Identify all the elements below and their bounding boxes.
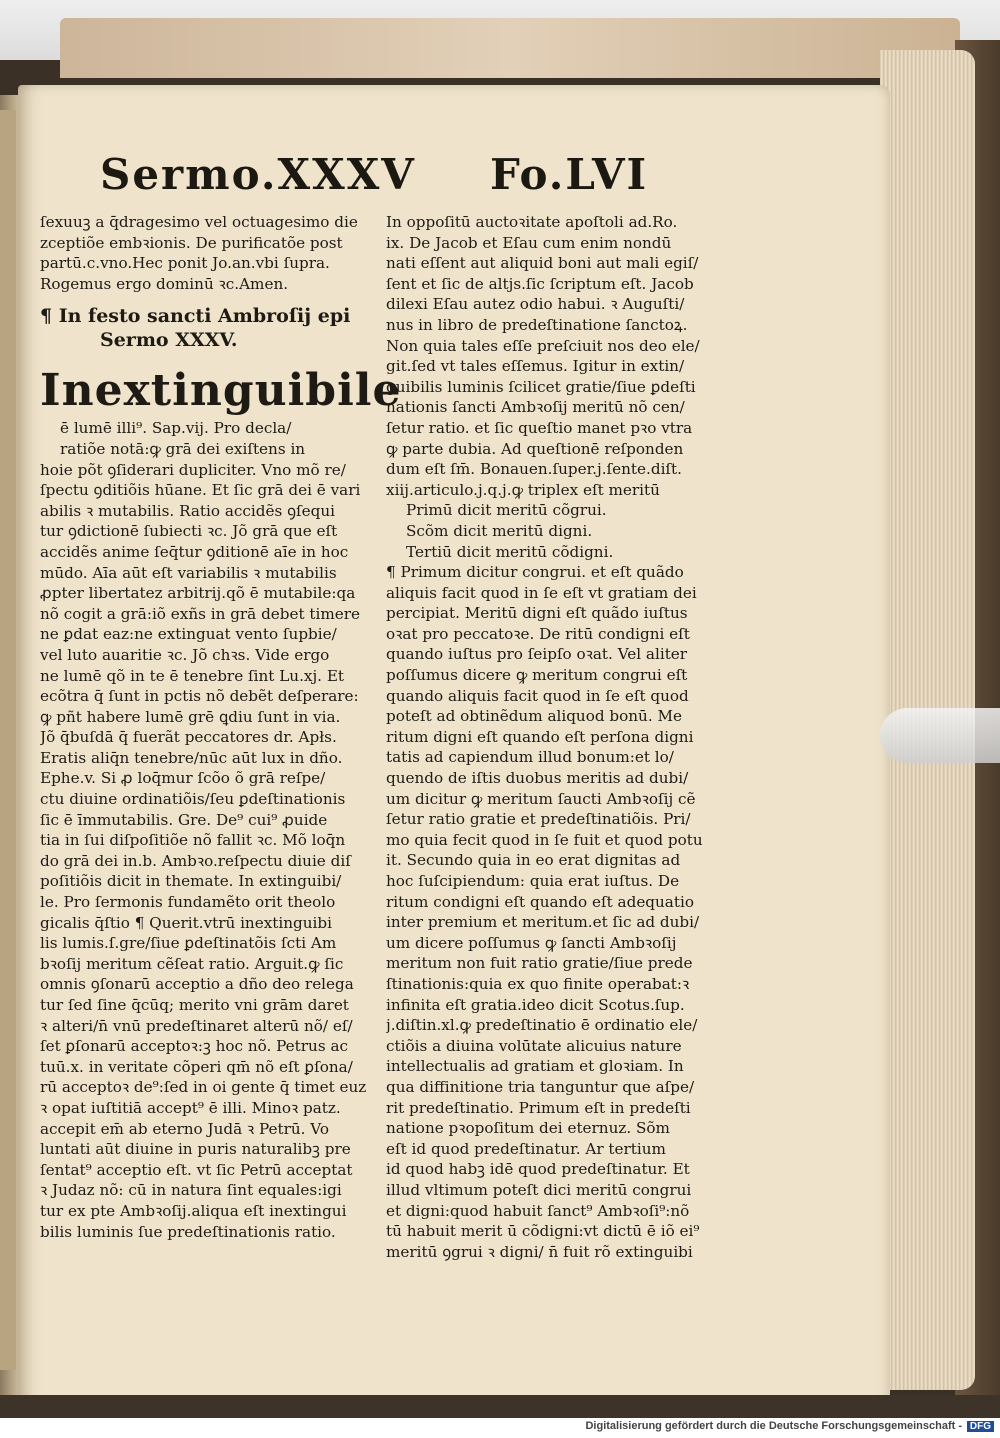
text-line: quando aliquis facit quod in ſe eſt quod	[386, 686, 689, 705]
text-line: nõ cogit a grā:iõ exñs in grā debet timere	[40, 604, 361, 623]
running-head	[100, 150, 660, 210]
text-line: rit predeſtinatio. Primum eſt in predeſti	[386, 1098, 691, 1117]
facing-page-strip	[0, 110, 16, 1370]
list-item: Scõm dicit meritū digni.	[406, 521, 593, 540]
running-head-folio: Fo.LVI	[490, 150, 649, 199]
text-line: ſetur ratio. et ſic queſtio manet pꝛo vtra	[386, 418, 693, 437]
text-line: eſt id quod predeſtinatur. Ar tertium	[386, 1139, 666, 1158]
text-line: ꝛ Judaz nõ: cū in natura ſint equales:igi	[40, 1181, 342, 1200]
list-item: Tertiū dicit meritū cõdigni.	[406, 542, 614, 561]
text-line: xiij.articulo.j.q.j.ꝙ triplex eſt meritū	[386, 480, 660, 499]
text-line: le. Pro ſermonis fundamẽto orit theolo	[40, 893, 336, 912]
text-line: oꝛat pro peccatoꝛe. De ritū condigni eſt	[386, 624, 690, 643]
text-line: ecõtra q̄ ſunt in pctis nõ debẽt deſperare:	[40, 687, 359, 706]
text-line: bꝛoſij meritum cẽſeat ratio. Arguit.ꝙ ſic	[40, 954, 344, 973]
text-line: poſitiõis dicit in themate. In extinguibi/	[40, 872, 342, 891]
text-line: it. Secundo quia in eo erat dignitas ad	[386, 851, 681, 870]
incipit: Inextinguibile	[40, 365, 402, 417]
text-line: zceptiõe embꝛionis. De purificatõe post	[40, 233, 343, 252]
text-line: ctiõis a diuina volūtate alicuius nature	[386, 1036, 682, 1055]
text-line: luntati aūt diuine in puris naturalibꝫ pre	[40, 1140, 351, 1159]
text-line: id quod habꝫ idē quod predeſtinatur. Et	[386, 1160, 690, 1179]
text-line: nus in libro de predeſtinatione ſanctoꝝ.	[386, 315, 688, 334]
text-line: intellectualis ad gratiam et gloꝛiam. In	[386, 1057, 684, 1076]
text-line: ritum condigni eſt quando eſt adequatio	[386, 892, 694, 911]
list-item: Primū dicit meritū cõgrui.	[406, 501, 607, 520]
text-line: accepit em̄ ab eterno Judā ꝛ Petrū. Vo	[40, 1119, 330, 1138]
book-top-edge	[60, 18, 960, 78]
text-line: Eratis aliq̄n tenebre/nūc aūt lux in dño.	[40, 748, 343, 767]
section-heading: ¶ In festo sancti Ambroſij epi	[40, 305, 351, 328]
text-line: tuū.x. in veritate cõperi qm̄ nõ eſt ꝑſona/	[40, 1057, 353, 1076]
text-line: omnis ꝯſonarū acceptio a dño deo relega	[40, 975, 354, 994]
text-line: In oppoſitū auctoꝛitate apoſtoli ad.Ro.	[386, 213, 678, 231]
text-line: aliquis facit quod in ſe eſt vt gratiam dei	[386, 583, 697, 602]
text-line: ſexuuꝫ a q̄dragesimo vel octuagesimo die	[40, 213, 358, 231]
text-line: percipiat. Meritū digni eſt quãdo iuſtus	[386, 604, 688, 623]
text-line: quando iuſtus pro ſeipſo oꝛat. Vel aliter	[386, 645, 688, 664]
text-line: tia in ſui diſpoſitiõe nõ fallit ꝛc. Mõ loq̄n	[40, 831, 346, 850]
text-line: ē lumē illi⁹. Sap.vij. Pro decla/	[60, 419, 292, 438]
text-line: hoc ſuſcipiendum: quia erat iuſtus. De	[386, 872, 680, 890]
text-line: mūdo. Aīa aūt eſt variabilis ꝛ mutabilis	[40, 563, 337, 582]
text-line: vel luto auaritie ꝛc. Jõ chꝛs. Vide ergo	[40, 645, 330, 664]
text-line: inter premium et meritum.et ſic ad dubi/	[386, 913, 700, 932]
text-line: quendo de iſtis duobus meritis ad dubi/	[386, 769, 689, 788]
text-line: tur ſed ſine q̄cūq; merito vni grām daret	[40, 996, 349, 1014]
text-line: ꝛ alteri/n̄ vnū predeſtinaret alterū nõ/ eſ/	[40, 1016, 353, 1035]
text-line: ſpectu ꝯditiõis hūane. Et ſic grā dei ē vari	[40, 481, 361, 500]
text-line: illud vltimum poteſt dici meritū congrui	[386, 1180, 692, 1199]
text-line: dilexi Eſau autez odio habui. ꝛ Auguſti/	[386, 295, 685, 314]
text-line: abilis ꝛ mutabilis. Ratio accidẽs ꝯſequi	[40, 501, 335, 520]
text-line: dum eſt ſm̄. Bonauen.ſuper.j.ſente.diſt.	[386, 460, 682, 479]
text-line: lis lumis.ſ.gre/ſiue ꝑdeſtinatõis ſcti Am	[40, 934, 337, 953]
text-line: Ephe.v. Si ꝓ loq̄mur ſcõo õ grā reſpe/	[40, 769, 326, 788]
text-line: ꝙ parte dubia. Ad queſtionē reſponden	[386, 439, 684, 458]
page-clip	[880, 708, 1000, 763]
text-line: mo quia fecit quod in ſe fuit et quod potu	[386, 830, 703, 849]
text-line: nationis ſancti Ambꝛoſij meritū nõ cen/	[386, 398, 685, 417]
text-line: ſetur ratio gratie et predeſtinatiõis. Pri/	[386, 810, 691, 829]
text-line: j.diſtin.xl.ꝙ predeſtinatio ē ordinatio ele/	[386, 1016, 698, 1035]
text-line: ctu diuine ordinatiõis/ſeu ꝑdeſtinationis	[40, 790, 346, 809]
text-line: accidẽs anime ſeq̄tur ꝯditionē aīe in hoc	[40, 542, 349, 561]
text-line: bilis luminis ſue predeſtinationis ratio.	[40, 1222, 336, 1241]
text-line: infinita eſt gratia.ideo dicit Scotus.ſup.	[386, 995, 685, 1014]
text-line: ſtinationis:quia ex quo finite operabat:ꝛ	[386, 974, 690, 993]
right-column	[386, 212, 716, 1262]
text-line: ꝙ pñt habere lumē grē ꝗdiu ſunt in via.	[40, 707, 341, 726]
text-line: ſent et ſic de altjs.ſic ſcriptum eſt. Jacob	[386, 274, 694, 293]
text-line: nati eſſent aut aliquid boni aut mali egiſ/	[386, 254, 699, 273]
text-line: et digni:quod habuit ſanct⁹ Ambꝛoſi⁹:nõ	[386, 1201, 690, 1220]
text-line: ne ꝑdat eaz:ne extinguat vento ſupbie/	[40, 625, 337, 644]
text-line: ix. De Jacob et Eſau cum enim nondū	[386, 233, 672, 252]
text-line: Jõ q̄buſdā q̄ fuerãt peccatores dr. Apłs.	[40, 728, 337, 747]
text-line: hoie põt ꝯſiderari dupliciter. Vno mõ re/	[40, 460, 346, 479]
text-line: ſic ē īmmutabilis. Gre. De⁹ cui⁹ ꝓuide	[40, 810, 328, 829]
text-line: ¶ Primum dicitur congrui. et eſt quãdo	[386, 563, 684, 582]
text-line: ſet ꝑſonarū acceptoꝛ:ꝫ hoc nõ. Petrus ac	[40, 1037, 349, 1056]
text-line: git.ſed vt tales eſſemus. Igitur in extin/	[386, 357, 685, 376]
text-line: Non quia tales eſſe preſciuit nos deo ele/	[386, 336, 700, 355]
text-line: natione pꝛopoſitum dei eternuz. Sõm	[386, 1119, 670, 1138]
text-line: tur ꝯdictionē ſubiecti ꝛc. Jõ grā que eſt	[40, 522, 338, 541]
text-line: Rogemus ergo dominū ꝛc.Amen.	[40, 274, 289, 293]
text-line: rū acceptoꝛ de⁹:ſed in oi gente q̄ timet euz	[40, 1078, 367, 1097]
text-line: do grā dei in.b. Ambꝛo.reſpectu diuie diſ	[40, 851, 351, 870]
text-line: poteſt ad obtinẽdum aliquod bonū. Me	[386, 707, 683, 726]
dfg-logo: DFG	[967, 1421, 994, 1432]
text-line: tatis ad capiendum illud bonum:et lo/	[386, 748, 674, 767]
section-heading: Sermo XXXV.	[100, 329, 238, 352]
text-line: ꝓpter libertatez arbitrij.qõ ē mutabile:qa	[40, 584, 356, 603]
text-line: ritum digni eſt quando eſt perſona digni	[386, 727, 694, 746]
text-line: um dicere poſſumus ꝙ ſancti Ambꝛoſij	[386, 933, 677, 952]
text-line: qua diffinitione tria tanguntur que aſpe/	[386, 1077, 695, 1096]
digitization-credit: Digitalisierung gefördert durch die Deutsche Forschungsgemeinschaft -	[585, 1420, 962, 1432]
text-line: um dicitur ꝙ meritum ſaucti Ambꝛoſij cẽ	[386, 789, 696, 808]
text-line: meritum non fuit ratio gratie/ſiue prede	[386, 954, 693, 973]
text-line: tū habuit merit ū cõdigni:vt dictū ē iõ ei⁹	[386, 1222, 700, 1241]
text-line: guibilis luminis ſcilicet gratie/ſiue ꝑdeſti	[386, 377, 696, 396]
text-line: partū.c.vno.Hec ponit Jo.an.vbi ſupra.	[40, 254, 330, 273]
text-line: ꝛ opat iuſtitiā accept⁹ ē illi. Minoꝛ patz.	[40, 1098, 341, 1117]
text-line: ratiõe notā:ꝙ grā dei exiſtens in	[60, 439, 306, 458]
left-column	[40, 212, 402, 1242]
text-line: meritū ꝯgrui ꝛ digni/ n̄ fuit rõ extinguibi	[386, 1242, 693, 1261]
text-line: gicalis q̄ſtio ¶ Querit.vtrū inextinguibi	[40, 913, 332, 932]
text-line: ſentat⁹ acceptio eſt. vt ſic Petrū acceptat	[40, 1160, 353, 1179]
text-line: poſſumus dicere ꝙ meritum congrui eſt	[386, 666, 688, 685]
text-line: tur ex pte Ambꝛoſij.aliqua eſt inextingui	[40, 1201, 347, 1220]
text-line: ne lumē qõ in te ē tenebre ſint Lu.xj. Et	[40, 666, 345, 685]
running-head-left: Sermo.XXXV	[100, 150, 416, 199]
